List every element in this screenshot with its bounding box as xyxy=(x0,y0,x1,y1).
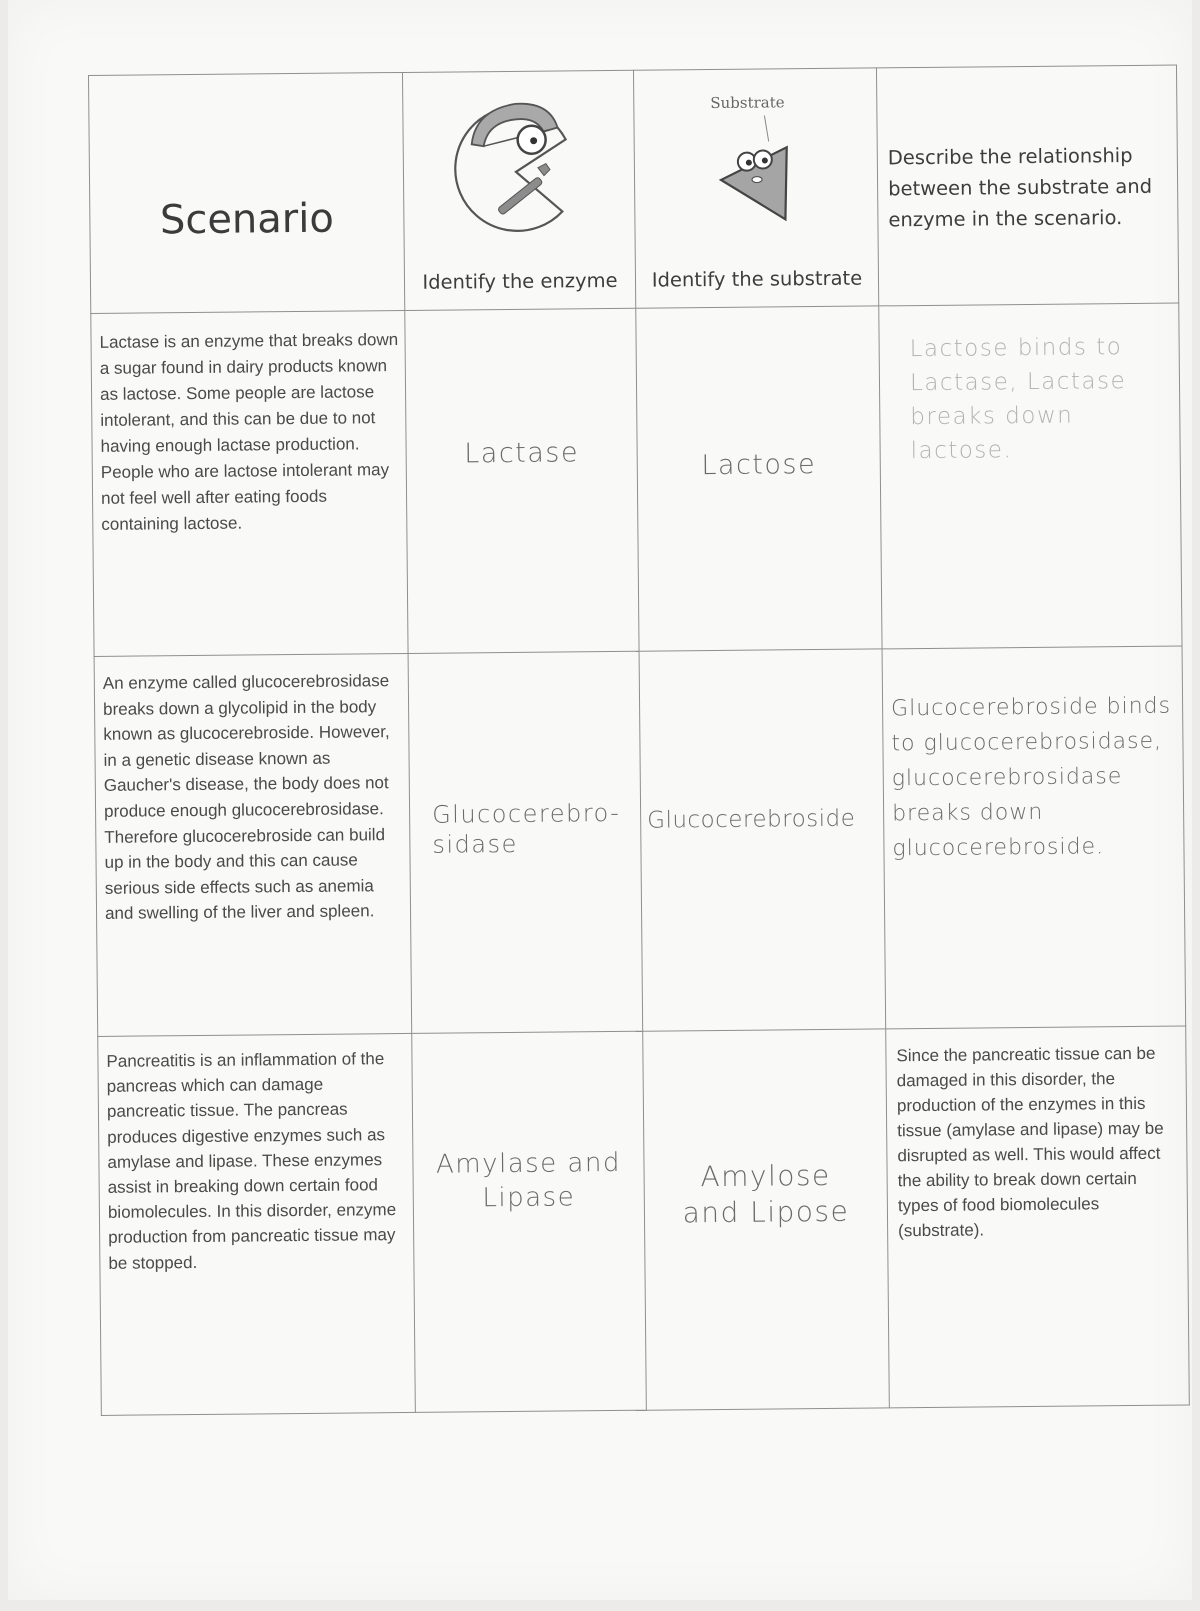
header-row xyxy=(89,65,1179,313)
relationship-answer: Glucocerebroside binds to glucocerebrosidase, glucocerebrosidase breaks down glucocerebroside. xyxy=(891,693,1172,862)
header-scenario-cell xyxy=(89,72,405,313)
scenario-cell xyxy=(94,653,412,1036)
relationship-caption: Describe the relationship between the substrate and enzyme in the scenario. xyxy=(887,143,1153,232)
scenario-text: An enzyme called glucocerebrosidase breaks down a glycolipid in the body known as glucocerebroside. However, in a genetic disease known as Gaucher's disease, the body does not produce enough glucocerebrosidase. Therefore glucocerebroside can build up in the body and this can cause serious side effects such as anemia and swelling of the liver and spleen. xyxy=(102,671,390,924)
substrate-handwritten-label: Substrate xyxy=(710,93,785,113)
header-substrate-cell xyxy=(633,68,878,308)
enzyme-answer: Lactase xyxy=(464,437,580,470)
substrate-answer: Glucocerebroside xyxy=(647,805,856,834)
enzyme-caption: Identify the enzyme xyxy=(422,268,618,294)
relationship-answer-cell xyxy=(882,646,1186,1029)
header-enzyme-cell xyxy=(402,70,635,310)
substrate-caption: Identify the substrate xyxy=(651,266,863,292)
scenario-text: Lactase is an enzyme that breaks down a sugar found in dairy products known as lactose. Some people are lactose intolerant, and this can be due to not having enough lactase production. People who are lactose intolerant may not feel well after eating foods containing lactose. xyxy=(99,330,399,534)
enzyme-answer-cell xyxy=(412,1031,647,1412)
relationship-answer: Since the pancreatic tissue can be damaged in this disorder, the production of the enzymes in this tissue (amylase and lipase) may be disrupted as well. This would affect the ability to break down certain types of food biomolecules (substrate). xyxy=(896,1043,1164,1241)
table-row xyxy=(98,1026,1190,1415)
substrate-icon xyxy=(702,81,813,232)
substrate-answer-cell xyxy=(636,306,882,651)
enzyme-icon xyxy=(453,91,584,242)
substrate-answer-cell xyxy=(639,649,886,1031)
table-row xyxy=(91,303,1182,656)
substrate-answer-cell xyxy=(643,1029,890,1410)
scenario-cell xyxy=(98,1033,416,1415)
worksheet-page xyxy=(8,0,1192,1600)
enzyme-answer-cell xyxy=(405,308,639,653)
enzyme-answer-cell xyxy=(408,651,643,1033)
enzyme-answer: Glucocerebro-sidase xyxy=(431,798,621,859)
relationship-answer-cell xyxy=(879,303,1182,649)
enzyme-substrate-table xyxy=(88,65,1190,1416)
scenario-cell xyxy=(91,310,408,656)
substrate-answer: Lactose xyxy=(701,449,817,482)
header-relationship-cell xyxy=(876,65,1178,306)
enzyme-answer: Amylase and Lipase xyxy=(435,1147,622,1214)
scenario-text: Pancreatitis is an inflammation of the pancreas which can damage pancreatic tissue. The pancreas produces digestive enzymes such as amylase and lipase. These enzymes assist in breaking down certain food biomolecules. In this disorder, enzyme production from pancreatic tissue may be stopped. xyxy=(106,1049,397,1273)
table-row xyxy=(94,646,1186,1036)
relationship-answer-cell xyxy=(886,1026,1190,1408)
scenario-title: Scenario xyxy=(159,195,335,244)
relationship-answer: Lactose binds to Lactase, Lactase breaks down lactose. xyxy=(909,334,1127,465)
substrate-answer: Amylose and Lipose xyxy=(682,1158,850,1230)
